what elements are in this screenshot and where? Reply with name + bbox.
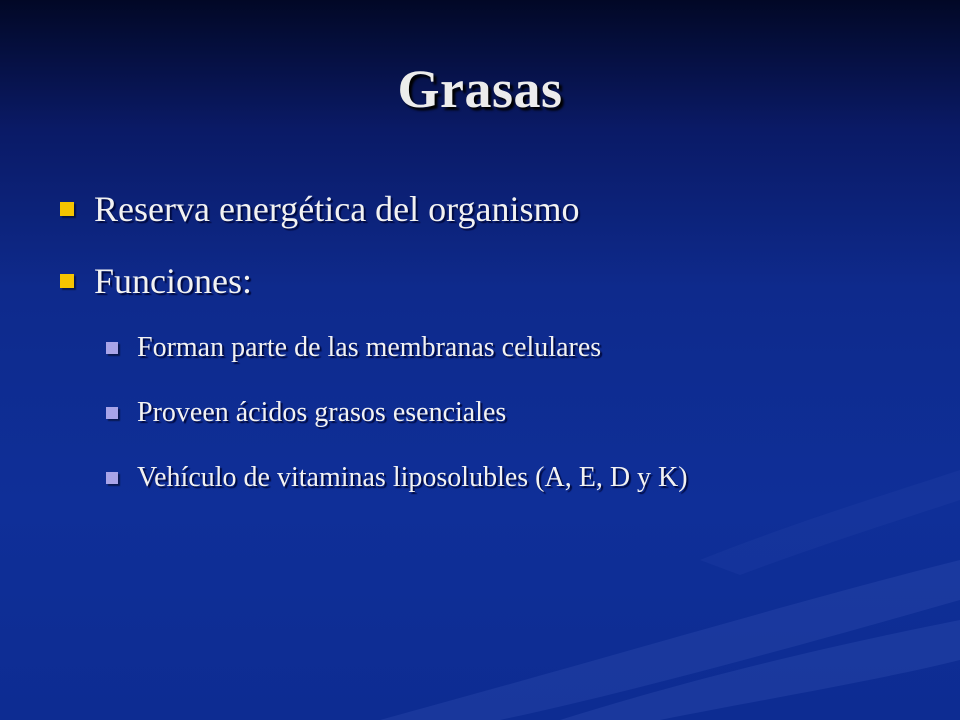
sub-bullet-text: Proveen ácidos grasos esenciales [137,397,507,428]
slide-title: Grasas [397,59,563,119]
sub-bullet-text: Forman parte de las membranas celulares [137,332,602,363]
sub-bullet-item-membranas [106,328,920,368]
square-bullet-icon [60,274,74,288]
square-bullet-icon [106,472,118,484]
square-bullet-icon [106,407,118,419]
square-bullet-icon [106,342,118,354]
sub-bullet-text: Vehículo de vitaminas liposolubles (A, E, D y K) [137,462,688,493]
bullet-item-reserva [60,184,920,234]
square-bullet-icon [60,202,74,216]
bullet-list [60,184,920,523]
bullet-text: Reserva energética del organismo [94,189,580,229]
bullet-item-funciones [60,256,920,306]
sub-bullet-item-vitaminas [106,458,920,498]
bullet-text: Funciones: [94,261,252,301]
sub-bullet-item-acidos [106,393,920,433]
